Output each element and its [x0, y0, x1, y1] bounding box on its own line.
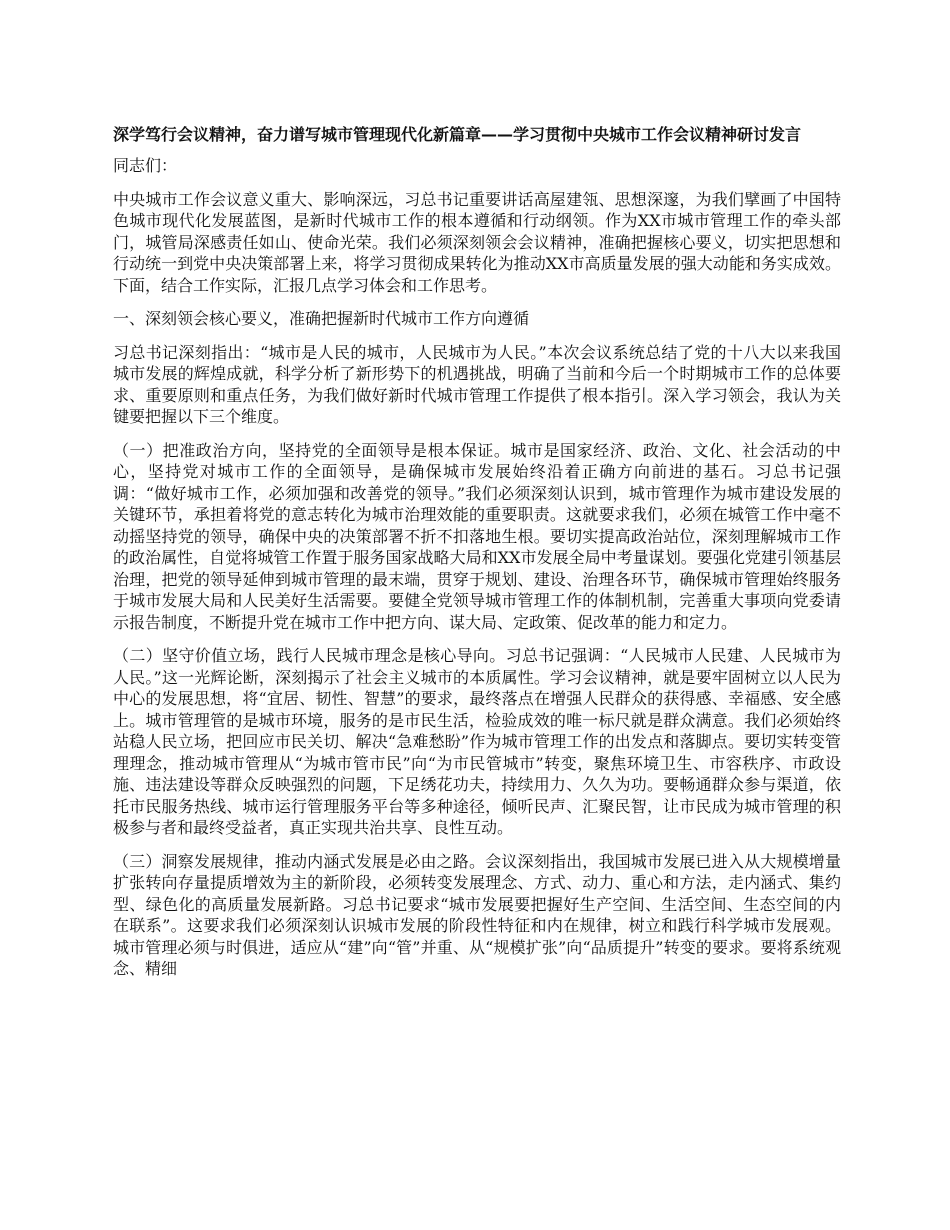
body-paragraph: （三）洞察发展规律，推动内涵式发展是必由之路。会议深刻指出，我国城市发展已进入从大规模增量扩张转向存量提质增效为主的新阶段，必须转变发展理念、方式、动力、重心和方法，走内涵式、集约型、绿色化的高质量发展新路。习总书记要求“城市发展要把握好生产空间、生活空间、生态空间的内在联系”。这要求我们必须深刻认识城市发展的阶段性特征和内在规律，树立和践行科学城市发展观。城市管理必须与时俱进，适应从“建”向“管”并重、从“规模扩张”向“品质提升”转变的要求。要将系统观念、精细 — [113, 851, 841, 978]
section-heading-1: 一、深刻领会核心要义，准确把握新时代城市工作方向遵循 — [113, 309, 530, 328]
document-title: 深学笃行会议精神，奋力谱写城市管理现代化新篇章——学习贯彻中央城市工作会议精神研讨发言 — [113, 125, 802, 144]
salutation: 同志们： — [113, 156, 178, 175]
document-body — [113, 124, 841, 992]
body-paragraph: （一）把准政治方向，坚持党的全面领导是根本保证。城市是国家经济、政治、文化、社会活动的中心，坚持党对城市工作的全面领导，是确保城市发展始终沿着正确方向前进的基石。习总书记强调：“做好城市工作，必须加强和改善党的领导。”我们必须深刻认识到，城市管理作为城市建设发展的关键环节，承担着将党的意志转化为城市治理效能的重要职责。这就要求我们，必须在城管工作中毫不动摇坚持党的领导，确保中央的决策部署不折不扣落地生根。要切实提高政治站位，深刻理解城市工作的政治属性，自觉将城管工作置于服务国家战略大局和XX市发展全局中考量谋划。要强化党建引领基层治理，把党的领导延伸到城市管理的最末端，贯穿于规划、建设、治理各环节，确保城市管理始终服务于城市发展大局和人民美好生活需要。要健全党领导城市管理工作的体制机制，完善重大事项向党委请示报告制度，不断提升党在城市工作中把方向、谋大局、定政策、促改革的能力和定力。 — [113, 440, 841, 632]
body-paragraph: 习总书记深刻指出：“城市是人民的城市，人民城市为人民。”本次会议系统总结了党的十八大以来我国城市发展的辉煌成就，科学分析了新形势下的机遇挑战，明确了当前和今后一个时期城市工作的总体要求、重要原则和重点任务，为我们做好新时代城市管理工作提供了根本指引。深入学习领会，我认为关键要把握以下三个维度。 — [113, 342, 841, 426]
intro-paragraph: 中央城市工作会议意义重大、影响深远，习总书记重要讲话高屋建瓴、思想深邃，为我们擘画了中国特色城市现代化发展蓝图，是新时代城市工作的根本遵循和行动纲领。作为XX市城市管理工作的牵头部门，城管局深感责任如山、使命光荣。我们必须深刻领会会议精神，准确把握核心要义，切实把思想和行动统一到党中央决策部署上来，将学习贯彻成果转化为推动XX市高质量发展的强大动能和务实成效。下面，结合工作实际，汇报几点学习体会和工作思考。 — [113, 189, 841, 295]
body-paragraph: （二）坚守价值立场，践行人民城市理念是核心导向。习总书记强调：“人民城市人民建、人民城市为人民。”这一光辉论断，深刻揭示了社会主义城市的本质属性。学习会议精神，就是要牢固树立以人民为中心的发展思想，将“宜居、韧性、智慧”的要求，最终落点在增强人民群众的获得感、幸福感、安全感上。城市管理管的是城市环境，服务的是市民生活，检验成效的唯一标尺就是群众满意。我们必须始终站稳人民立场，把回应市民关切、解决“急难愁盼”作为城市管理工作的出发点和落脚点。要切实转变管理理念，推动城市管理从“为城市管市民”向“为市民管城市”转变，聚焦环境卫生、市容秩序、市政设施、违法建设等群众反映强烈的问题，下足绣花功夫，持续用力、久久为功。要畅通群众参与渠道，依托市民服务热线、城市运行管理服务平台等多种途径，倾听民声、汇聚民智，让市民成为城市管理的积极参与者和最终受益者，真正实现共治共享、良性互动。 — [113, 646, 841, 837]
